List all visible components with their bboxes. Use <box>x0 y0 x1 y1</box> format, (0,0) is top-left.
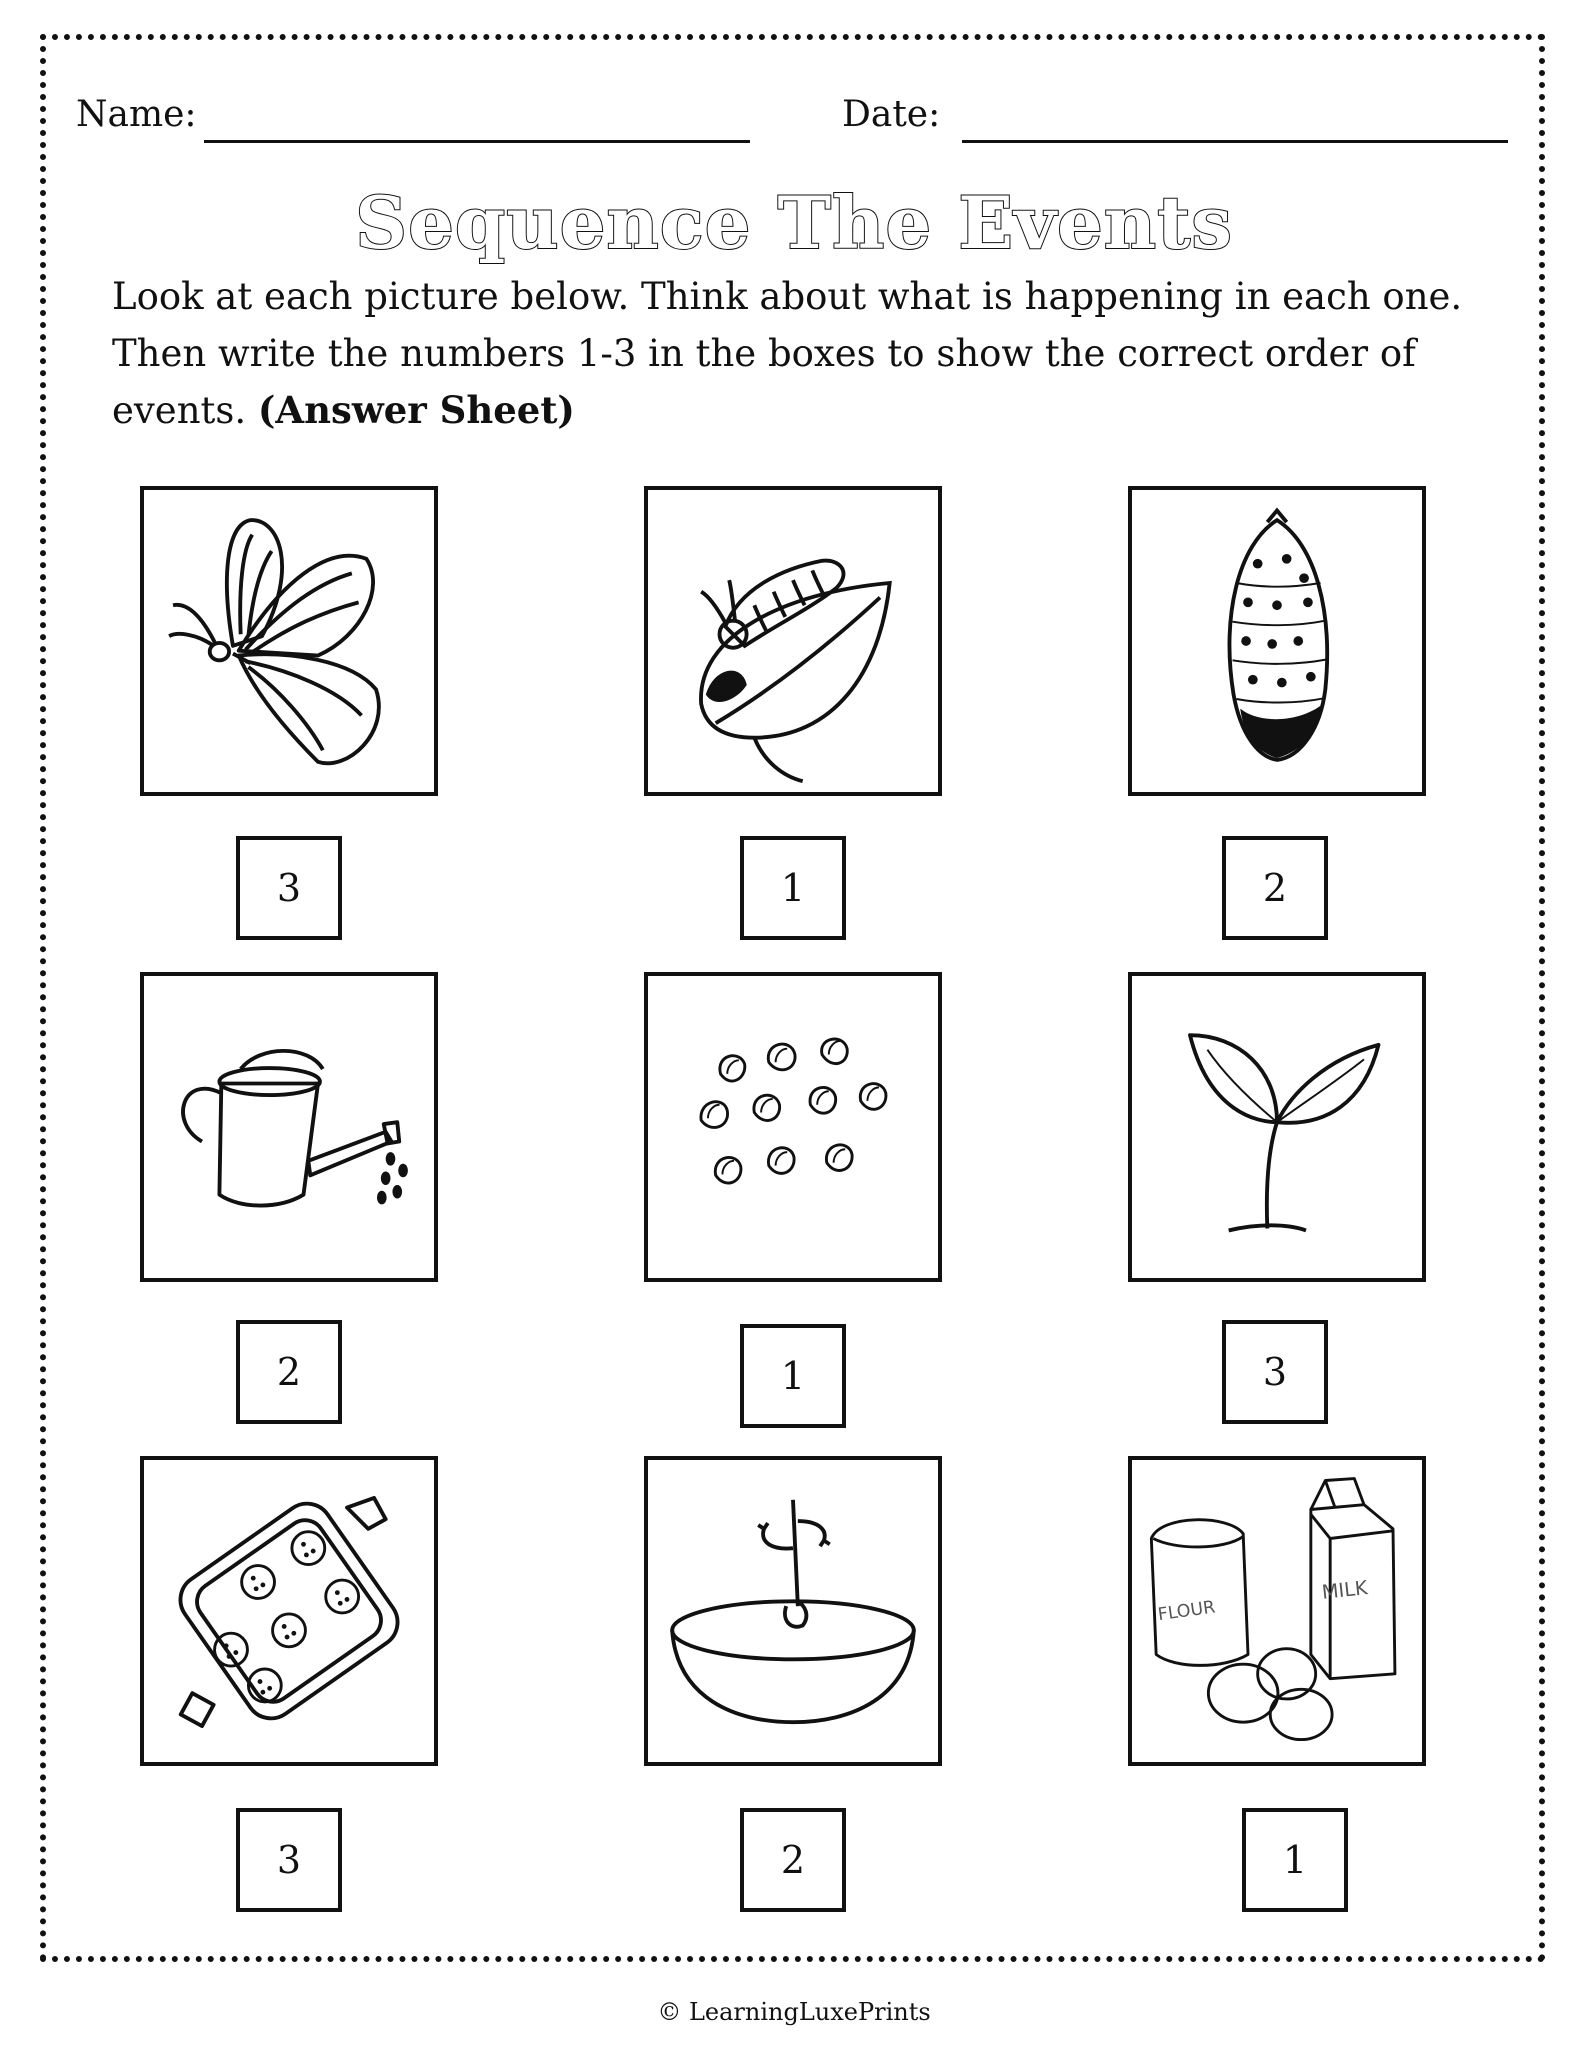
answer-value: 2 <box>276 1350 302 1394</box>
answer-box[interactable] <box>740 1324 846 1428</box>
answer-value: 3 <box>276 866 302 910</box>
sprout-icon <box>1132 976 1422 1278</box>
answer-value: 3 <box>1262 1350 1288 1394</box>
answer-value: 2 <box>780 1838 806 1882</box>
copyright-icon: © <box>657 1998 682 2026</box>
answer-box[interactable] <box>1222 1320 1328 1424</box>
watering-can-icon <box>144 976 434 1278</box>
name-label: Name: <box>76 94 197 135</box>
answer-value: 1 <box>1282 1838 1308 1882</box>
name-line[interactable] <box>204 140 750 143</box>
caterpillar-icon <box>648 490 938 792</box>
page-title: Sequence The Events <box>355 180 1233 265</box>
answer-value: 1 <box>780 1354 806 1398</box>
answer-value: 3 <box>276 1838 302 1882</box>
answer-box[interactable] <box>236 1320 342 1424</box>
answer-box[interactable] <box>1222 836 1328 940</box>
footer <box>0 1998 1588 2026</box>
flour-label: FLOUR <box>1156 1597 1217 1626</box>
butterfly-icon <box>144 490 434 792</box>
ingredients-picture <box>1128 1456 1426 1766</box>
answer-sheet-note: (Answer Sheet) <box>257 388 575 432</box>
answer-value: 1 <box>780 866 806 910</box>
mixing-bowl-icon <box>648 1460 938 1762</box>
answer-box[interactable] <box>236 836 342 940</box>
chrysalis-icon <box>1132 490 1422 792</box>
baked-cookies-picture <box>140 1456 438 1766</box>
answer-box[interactable] <box>740 1808 846 1912</box>
instructions <box>112 268 1472 439</box>
answer-value: 2 <box>1262 866 1288 910</box>
sprout-picture <box>1128 972 1426 1282</box>
butterfly-picture <box>140 486 438 796</box>
chrysalis-picture <box>1128 486 1426 796</box>
milk-label: MILK <box>1320 1576 1369 1604</box>
mixing-bowl-picture <box>644 1456 942 1766</box>
date-label: Date: <box>842 94 941 135</box>
instructions-text: Look at each picture below. Think about what is happening in each one. Then write the numbers 1-3 in the boxes to show the correct order of events. <box>112 275 1463 432</box>
seeds-icon <box>648 976 938 1278</box>
watering-can-picture <box>140 972 438 1282</box>
footer-brand: LearningLuxePrints <box>688 1998 931 2026</box>
ingredients-icon <box>1132 1460 1422 1762</box>
baked-cookies-tray-icon <box>144 1460 434 1762</box>
seeds-picture <box>644 972 942 1282</box>
answer-box[interactable] <box>236 1808 342 1912</box>
answer-box[interactable] <box>740 836 846 940</box>
answer-box[interactable] <box>1242 1808 1348 1912</box>
caterpillar-picture <box>644 486 942 796</box>
date-line[interactable] <box>962 140 1508 143</box>
